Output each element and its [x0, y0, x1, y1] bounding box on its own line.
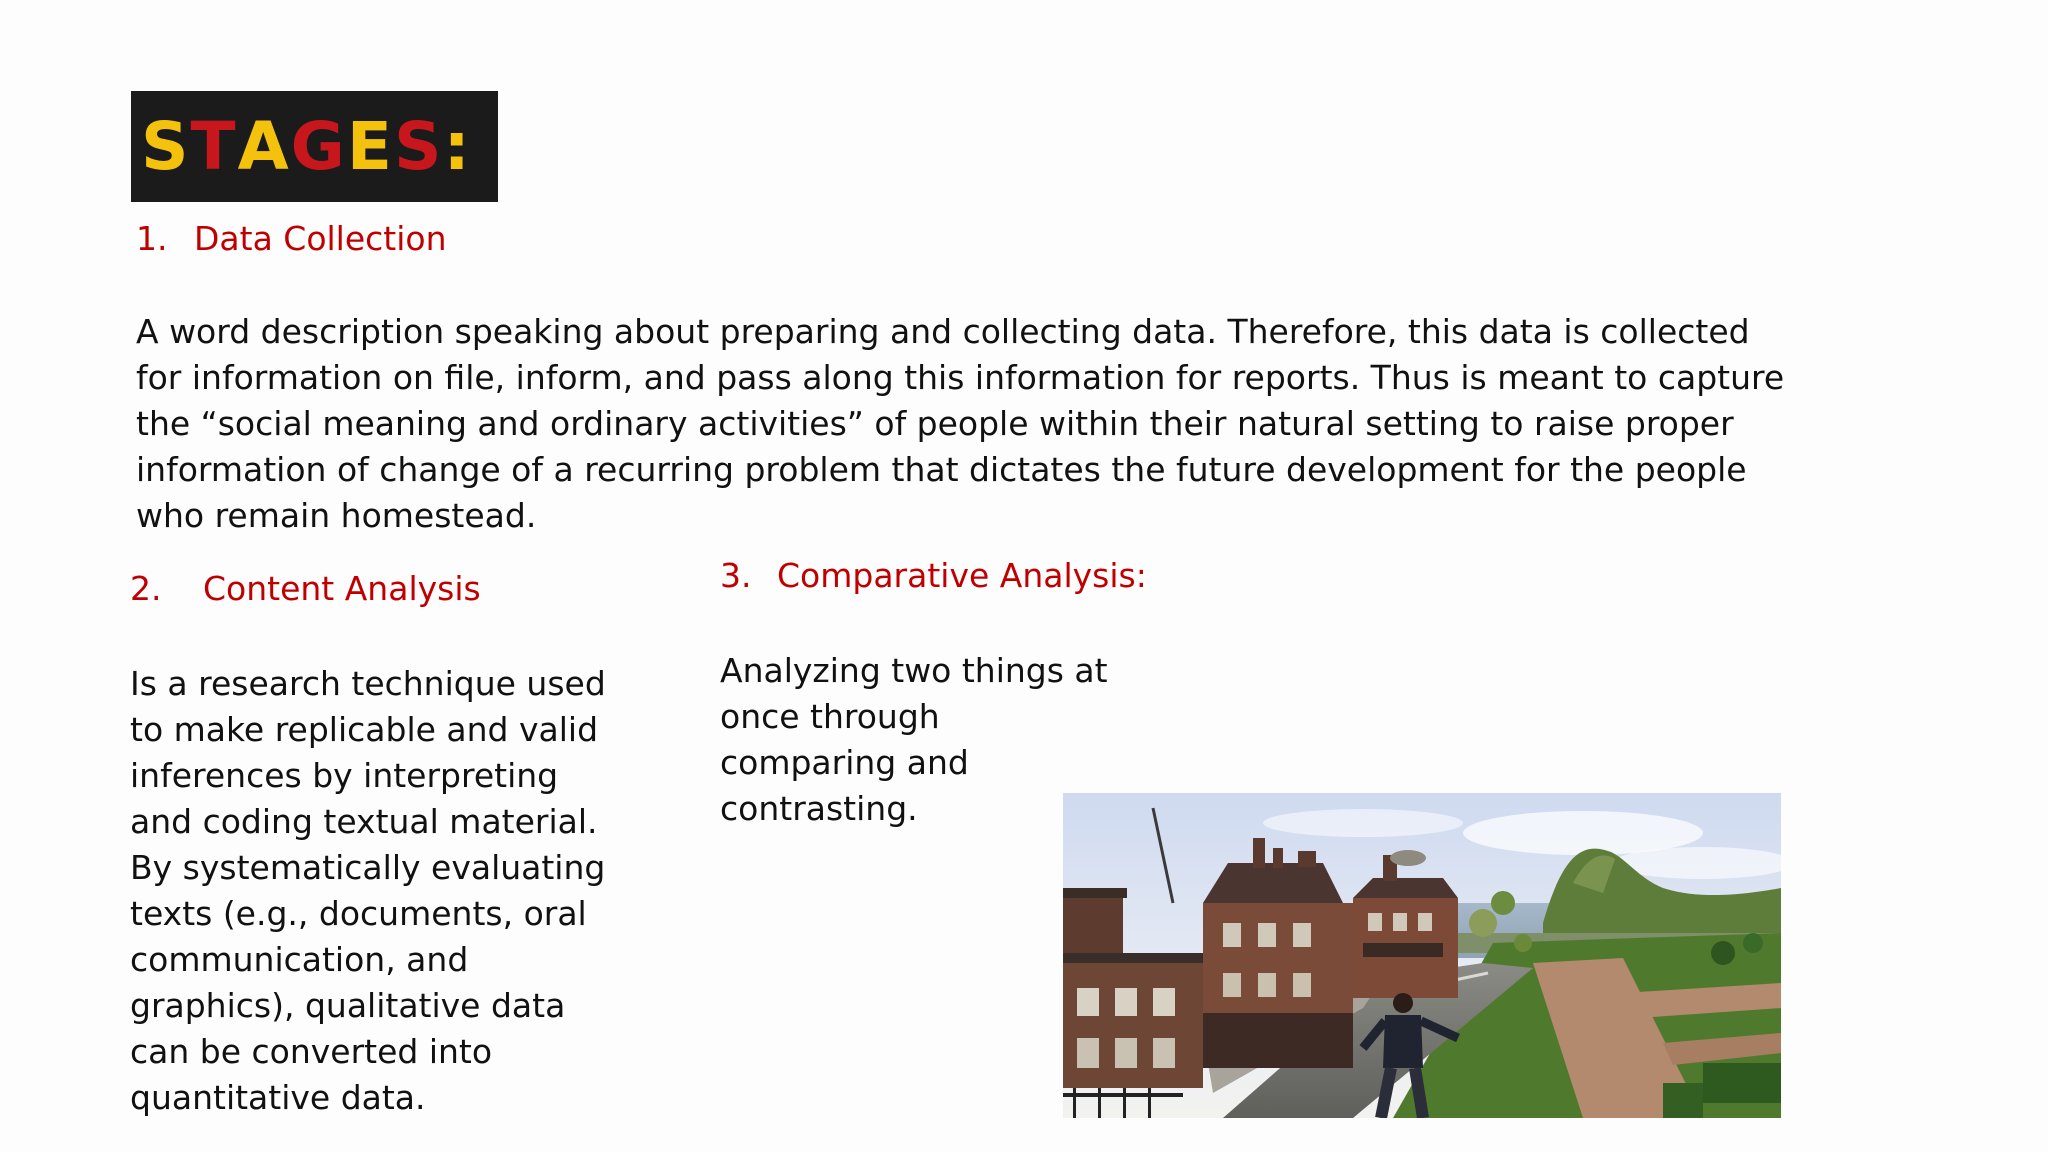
- slide-title: [141, 107, 472, 185]
- virtual-town-image: [1063, 793, 1781, 1118]
- stage-3-number: 3.: [720, 556, 752, 595]
- stage-2-description: Is a research technique used to make replicable and valid inferences by interpreting and coding textual material. By systematically evaluating texts (e.g., documents, oral communication, and graphics), qualitative data can be converted into quantitative data.: [130, 664, 606, 1117]
- title-letter: E: [346, 107, 394, 185]
- title-letter: S: [393, 107, 444, 185]
- stage-2-heading: [130, 569, 481, 608]
- building: [1063, 958, 1203, 1088]
- stage-1-title: Data Collection: [194, 219, 447, 258]
- title-badge: [131, 91, 498, 202]
- title-letter: T: [190, 107, 238, 185]
- stage-3-title: Comparative Analysis:: [777, 556, 1147, 595]
- stage-3-description: Analyzing two things at once through comparing and contrasting.: [720, 651, 1108, 828]
- stage-2-title: Content Analysis: [203, 569, 481, 608]
- title-letter: :: [443, 107, 472, 185]
- title-letter: G: [290, 107, 347, 185]
- stage-3-heading: [720, 556, 1147, 595]
- stage-1-heading: [136, 219, 447, 258]
- stage-1-description: A word description speaking about preparing and collecting data. Therefore, this data is collected for information on file, inform, and pass along this information for reports. Thus is meant to capture the “social meaning and ordinary activities” of people within their natural setting to raise proper information of change of a recurring problem that dictates the future development for the people who remain homestead.: [136, 312, 1785, 535]
- title-letter: S: [141, 107, 191, 185]
- title-letter: A: [237, 107, 291, 185]
- stage-2-number: 2.: [130, 569, 162, 608]
- stage-1-number: 1.: [136, 219, 168, 258]
- virtual-town-illustration: [1063, 793, 1781, 1118]
